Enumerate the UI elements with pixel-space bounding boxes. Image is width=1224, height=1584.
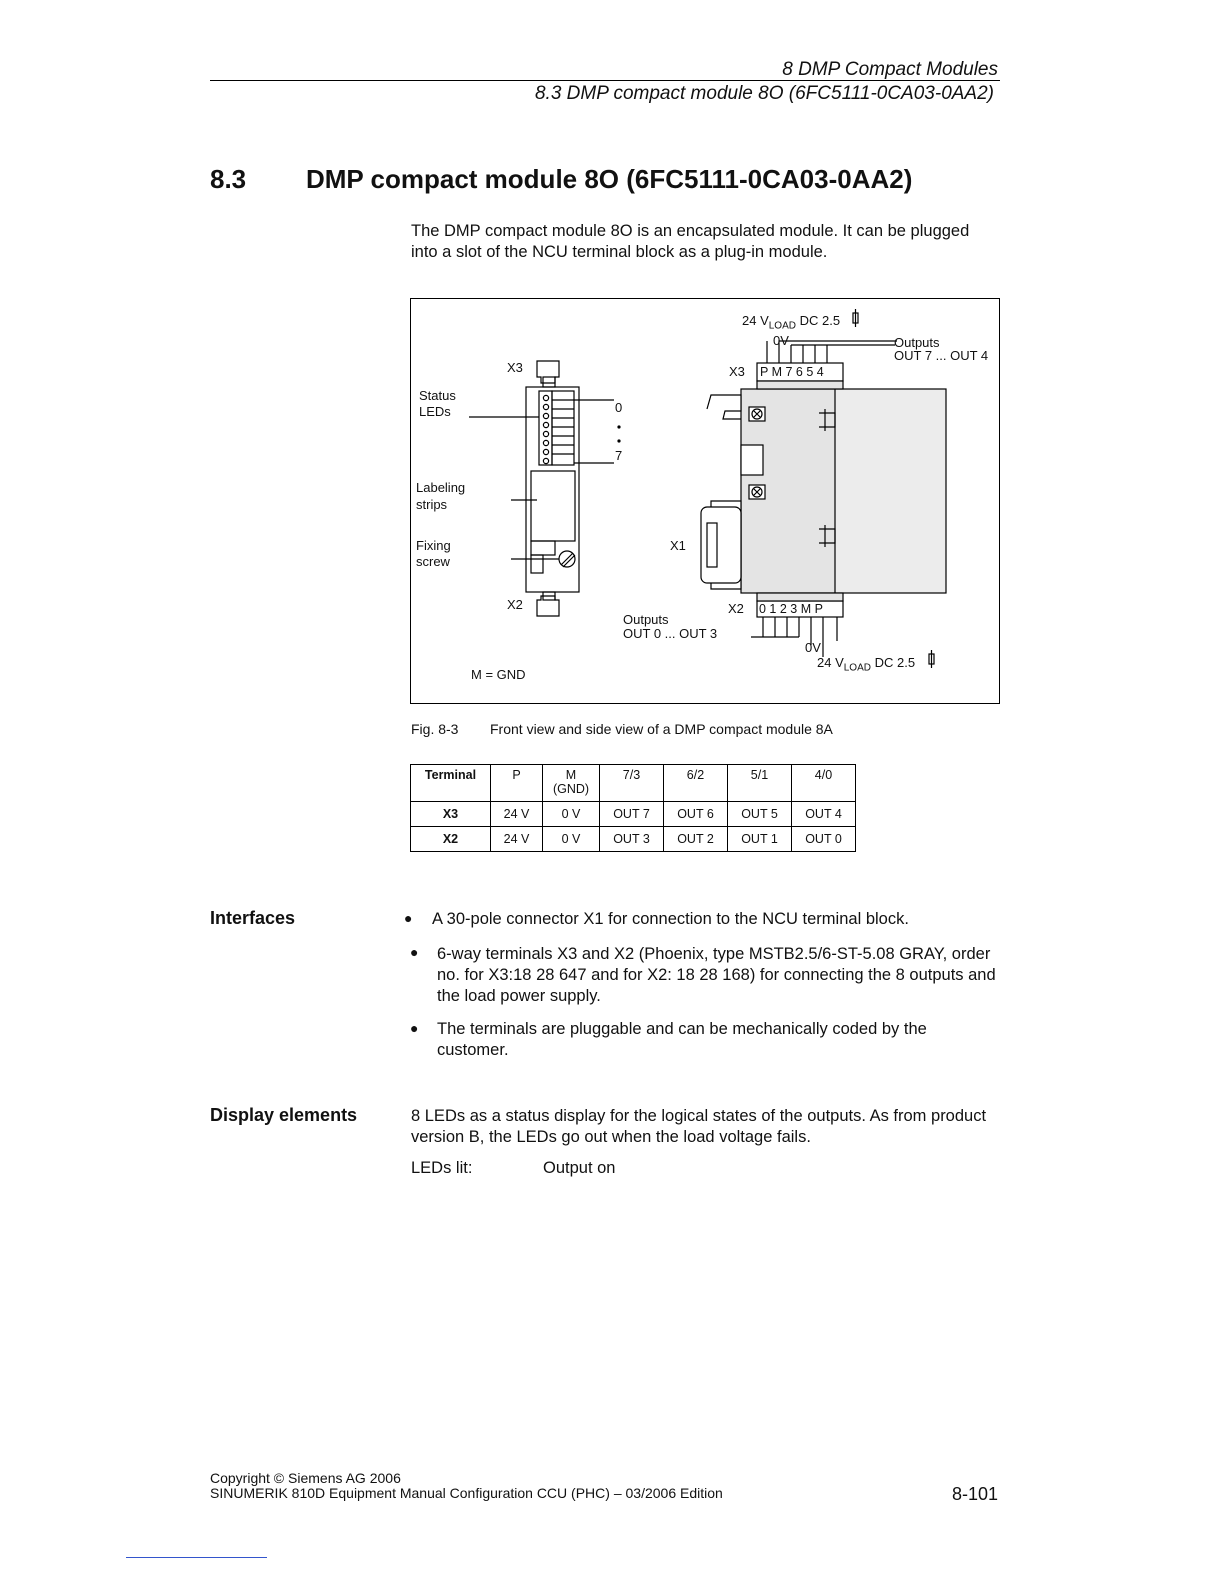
top-0v-label: 0V (773, 333, 789, 348)
footer-manual-title: SINUMERIK 810D Equipment Manual Configuration CCU (PHC) – 03/2006 Edition (210, 1485, 723, 1501)
x3-plug-neck (543, 377, 555, 387)
status-leds-label-2: LEDs (419, 404, 451, 419)
labeling-strips-label-2: strips (416, 497, 448, 512)
intro-line-1: The DMP compact module 8O is an encapsulated module. It can be plugged (411, 222, 970, 240)
footer-link-underline (126, 1557, 267, 1558)
module-figure (410, 298, 1000, 704)
x2-front-label: X2 (507, 597, 523, 612)
wire-m-top (779, 341, 897, 363)
labeling-strips-label-1: Labeling (416, 480, 466, 495)
status-leds (543, 395, 548, 463)
table-row (411, 827, 856, 852)
table-header-cell: P (491, 765, 543, 802)
table-cell: OUT 0 (792, 827, 856, 852)
bullet-dot: ● (410, 1020, 419, 1036)
table-header-cell: 7/3 (600, 765, 664, 802)
outputs-top-label-2: OUT 7 ... OUT 4 (894, 348, 989, 363)
interfaces-heading: Interfaces (210, 908, 296, 928)
figure-caption-number: Fig. 8-3 (411, 721, 459, 737)
interfaces-bullet-3: The terminals are pluggable and can be mechanically coded by the customer. (437, 1020, 927, 1059)
x2-terminal-labels: 0 1 2 3 M P (759, 602, 823, 616)
status-leds-label-1: Status (419, 388, 456, 403)
table-cell: OUT 7 (600, 802, 664, 827)
fixing-screw-label-1: Fixing (416, 538, 451, 553)
table-row (411, 802, 856, 827)
outputs-top-label-1: Outputs (894, 335, 940, 350)
interfaces-bullet-2: 6-way terminals X3 and X2 (Phoenix, type MSTB2.5/6-ST-5.08 GRAY, order no. for X3:18 28 647 and for X2: 18 28 168) for connecting the 8 outputs and the load power supply. (437, 945, 996, 1005)
table-header-row (411, 765, 856, 802)
x3-side-label: X3 (729, 364, 745, 379)
running-header-section: 8.3 DMP compact module 8O (6FC5111-0CA03-0AA2) (534, 83, 994, 104)
table-cell: OUT 1 (728, 827, 792, 852)
bottom-supply-label: 24 $V_{LOAD}$ DC 2.5 (817, 655, 916, 674)
outputs-bottom-label-1: Outputs (623, 612, 669, 627)
page-number: 8-101 (951, 1484, 998, 1504)
x3-front-label: X3 (507, 360, 523, 375)
side-housing-rear (832, 389, 946, 593)
figure-caption-text: Front view and side view of a DMP compact module 8A (490, 721, 833, 737)
table-header-cell: Terminal (411, 765, 491, 802)
intro-paragraph (411, 221, 969, 263)
display-paragraph: 8 LEDs as a status display for the logical states of the outputs. As from product version B, the LEDs go out when the load voltage fails. (411, 1107, 987, 1146)
table-cell: X2 (411, 827, 491, 852)
terminal-table (410, 764, 856, 852)
table-cell: 0 V (543, 827, 600, 852)
outputs-bottom-label-2: OUT 0 ... OUT 3 (623, 626, 718, 641)
section-number: 8.3 (210, 164, 247, 194)
table-cell: 24 V (491, 802, 543, 827)
x3-terminal-labels: P M 7 6 5 4 (760, 365, 824, 379)
table-cell: X3 (411, 802, 491, 827)
led-0-label: 0 (615, 400, 623, 415)
x2-plug-front (537, 596, 559, 616)
x2-side-label: X2 (728, 601, 744, 616)
header-rule (210, 80, 1000, 81)
wire-outputs-bottom (751, 617, 799, 637)
bullet-dot: ● (410, 944, 419, 960)
wire-outputs-top (791, 345, 827, 363)
table-cell: OUT 2 (664, 827, 728, 852)
leds-lit-label: LEDs lit: (411, 1159, 473, 1177)
labeling-strip (531, 471, 575, 541)
bottom-0v-label: 0V (805, 640, 821, 655)
table-header-cell: 4/0 (792, 765, 856, 802)
table-cell: 0 V (543, 802, 600, 827)
section-title: DMP compact module 8O (6FC5111-0CA03-0AA2) (306, 164, 913, 194)
table-cell: 24 V (491, 827, 543, 852)
intro-line-2: into a slot of the NCU terminal block as a plug-in module. (411, 243, 828, 261)
fixing-screw-label-2: screw (416, 554, 450, 569)
table-header-cell: 5/1 (728, 765, 792, 802)
x3-plug-front (537, 361, 559, 383)
bullet-dot: ● (404, 910, 413, 926)
x1-label: X1 (670, 538, 686, 553)
display-elements-heading: Display elements (210, 1105, 358, 1125)
leds-lit-value: Output on (543, 1159, 616, 1177)
table-cell: OUT 5 (728, 802, 792, 827)
led-7-label: 7 (615, 448, 623, 463)
led-range-dots (617, 425, 620, 442)
table-cell: OUT 6 (664, 802, 728, 827)
table-cell: OUT 4 (792, 802, 856, 827)
footer-copyright: Copyright © Siemens AG 2006 (210, 1470, 401, 1486)
table-cell: OUT 3 (600, 827, 664, 852)
table-header-cell: M (GND) (543, 765, 600, 802)
top-supply-label: 24 $V_{LOAD}$ DC 2.5 (742, 313, 841, 332)
gnd-note: M = GND (471, 667, 526, 682)
table-header-cell: 6/2 (664, 765, 728, 802)
interfaces-bullet-1: A 30-pole connector X1 for connection to the NCU terminal block. (432, 910, 909, 928)
running-header-chapter: 8 DMP Compact Modules (782, 59, 998, 80)
